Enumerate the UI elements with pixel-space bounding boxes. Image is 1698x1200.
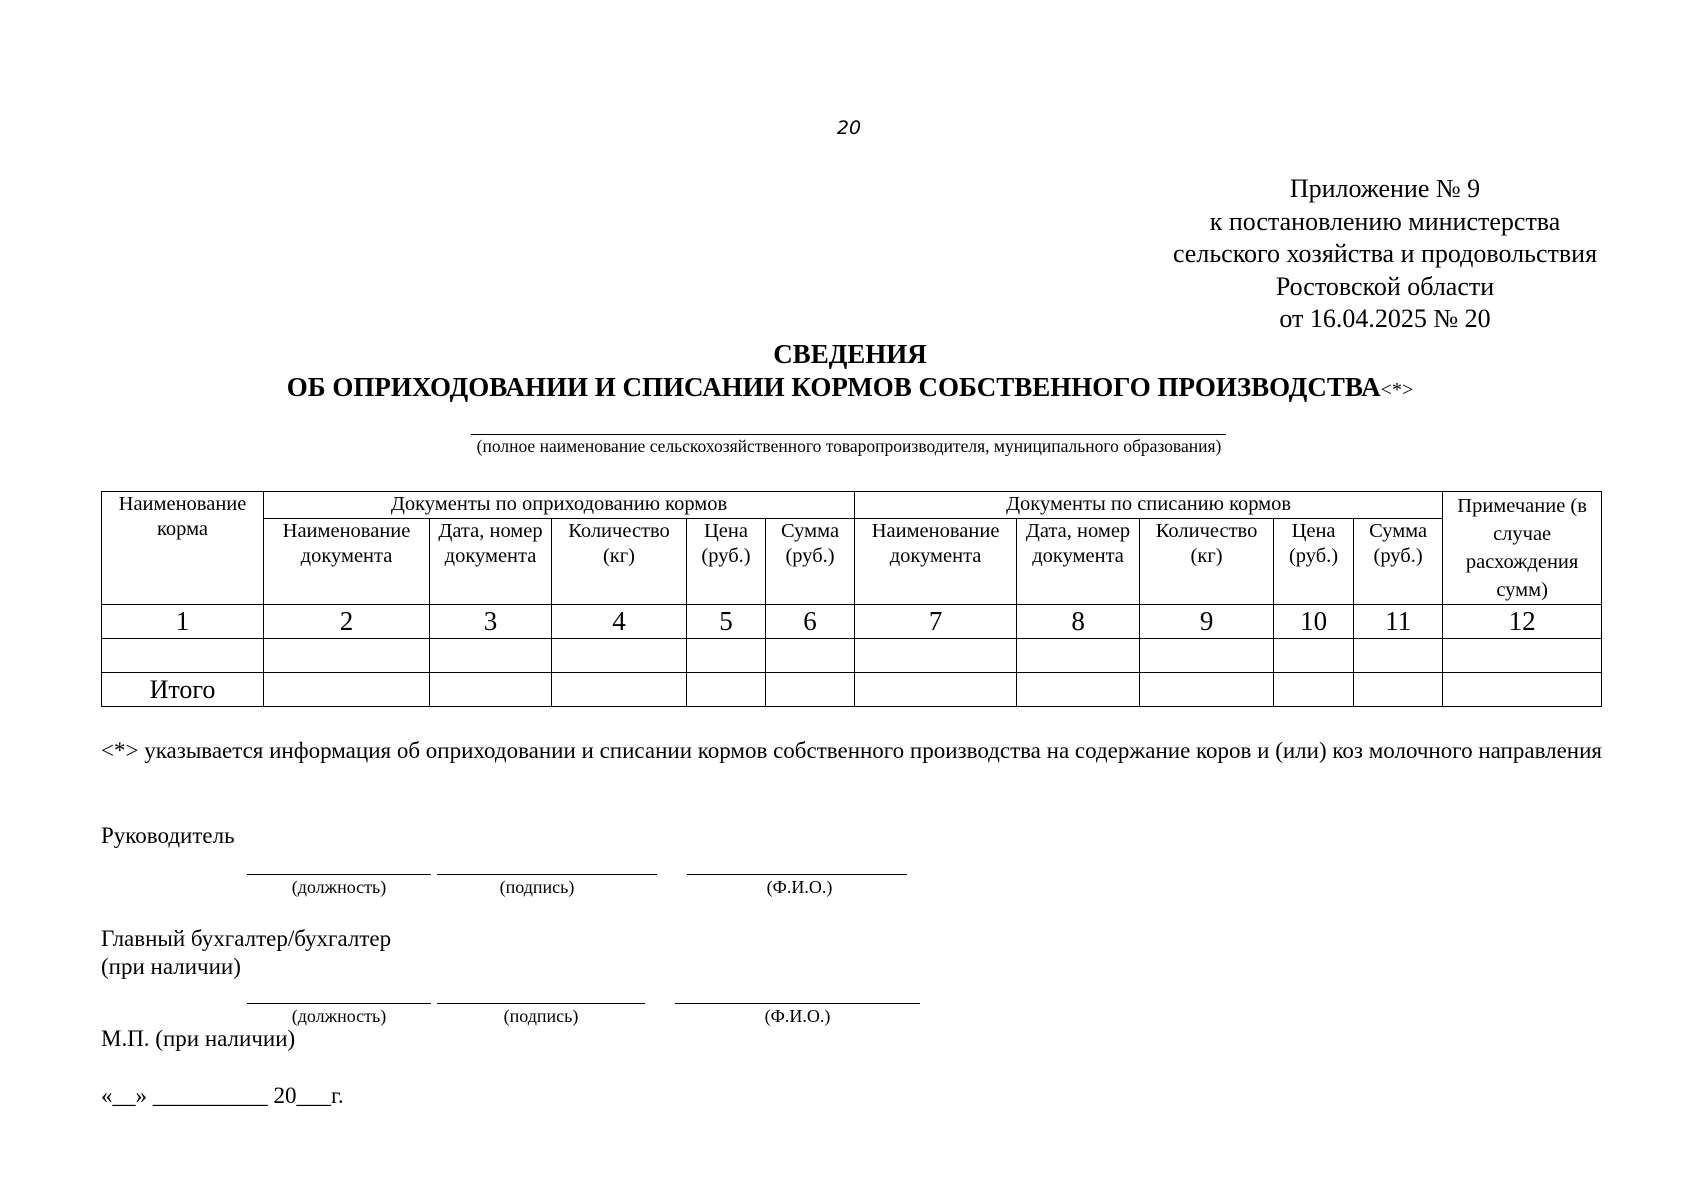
table-cell — [1274, 673, 1354, 707]
table-cell — [1443, 639, 1602, 673]
column-number-row — [102, 605, 1602, 639]
table-header-row — [102, 492, 1602, 519]
table-cell — [1443, 673, 1602, 707]
appendix-line: Приложение № 9 — [1289, 174, 1481, 203]
director-position-line — [247, 874, 431, 875]
title-footmark: <*> — [1380, 379, 1414, 401]
director-signature-caption: (подпись) — [499, 877, 575, 897]
column-number: 6 — [766, 605, 855, 639]
table-cell — [102, 639, 264, 673]
date-line: «__» __________ 20___г. — [101, 1083, 344, 1108]
table-cell — [766, 673, 855, 707]
table-cell — [430, 673, 552, 707]
column-number: 3 — [430, 605, 552, 639]
director-position-caption: (должность) — [291, 877, 387, 897]
director-name-line — [687, 874, 907, 875]
header-writeoff-sum: Сумма (руб.) — [1354, 519, 1443, 605]
producer-caption: (полное наименование сельскохозяйственного товаропроизводителя, муниципального образования) — [476, 436, 1222, 456]
header-feed-name: Наименование корма — [102, 492, 264, 605]
table-cell — [855, 639, 1017, 673]
table-cell — [1354, 673, 1443, 707]
column-number: 12 — [1443, 605, 1602, 639]
column-number: 4 — [552, 605, 687, 639]
table-cell — [264, 639, 430, 673]
accountant-label-note: (при наличии) — [101, 954, 241, 979]
column-number: 10 — [1274, 605, 1354, 639]
table-cell — [552, 639, 687, 673]
director-signature-line — [437, 874, 657, 875]
column-number: 5 — [687, 605, 766, 639]
director-label: Руководитель — [101, 823, 235, 848]
column-number: 2 — [264, 605, 430, 639]
footnote: <*> указывается информация об оприходовании и списании кормов собственного производства на содержание коров и (или) коз молочного направления — [101, 738, 1603, 763]
header-income-group: Документы по оприходованию кормов — [264, 492, 855, 519]
table-row — [102, 639, 1602, 673]
director-name-caption: (Ф.И.О.) — [766, 877, 833, 897]
table-cell — [1274, 639, 1354, 673]
accountant-position-line — [247, 1003, 431, 1004]
column-number: 7 — [855, 605, 1017, 639]
table-cell — [552, 673, 687, 707]
column-number: 9 — [1140, 605, 1274, 639]
accountant-position-caption: (должность) — [291, 1006, 387, 1026]
document-title — [130, 338, 1570, 407]
title-line-2-text: ОБ ОПРИХОДОВАНИИ И СПИСАНИИ КОРМОВ СОБСТВЕННОГО ПРОИЗВОДСТВА — [286, 372, 1381, 402]
table-cell — [766, 639, 855, 673]
table-cell — [430, 639, 552, 673]
title-line-1: СВЕДЕНИЯ — [773, 339, 927, 369]
table-subheader-row — [102, 519, 1602, 605]
table-cell — [264, 673, 430, 707]
column-number: 1 — [102, 605, 264, 639]
appendix-line: к постановлению министерства — [1209, 206, 1561, 236]
column-number: 8 — [1017, 605, 1140, 639]
accountant-name-line — [675, 1003, 920, 1004]
accountant-signature-line — [437, 1003, 645, 1004]
table-cell — [687, 639, 766, 673]
header-income-sum: Сумма (руб.) — [766, 519, 855, 605]
accountant-name-caption: (Ф.И.О.) — [764, 1006, 831, 1026]
appendix-line: Ростовской области — [1275, 271, 1495, 301]
table-cell — [1354, 639, 1443, 673]
header-income-price: Цена (руб.) — [687, 519, 766, 605]
header-writeoff-price: Цена (руб.) — [1274, 519, 1354, 605]
table-cell — [1140, 639, 1274, 673]
header-writeoff-group: Документы по списанию кормов — [855, 492, 1443, 519]
table-cell — [687, 673, 766, 707]
page-number: 20 — [836, 117, 862, 139]
total-row — [102, 673, 1602, 707]
accountant-signature-caption: (подпись) — [503, 1006, 579, 1026]
header-writeoff-doc-name: Наименование документа — [855, 519, 1017, 605]
stamp-label: М.П. (при наличии) — [101, 1026, 296, 1051]
title-line-2 — [130, 371, 1570, 407]
header-income-qty: Количество (кг) — [552, 519, 687, 605]
table-cell — [855, 673, 1017, 707]
feed-table — [101, 491, 1602, 707]
header-writeoff-qty: Количество (кг) — [1140, 519, 1274, 605]
appendix-header — [1085, 173, 1685, 336]
total-label: Итого — [102, 673, 264, 707]
producer-name-line — [471, 434, 1226, 435]
accountant-label: Главный бухгалтер/бухгалтер — [101, 926, 392, 951]
table-cell — [1017, 673, 1140, 707]
table-cell — [1140, 673, 1274, 707]
header-writeoff-date: Дата, номер документа — [1017, 519, 1140, 605]
appendix-line: от 16.04.2025 № 20 — [1279, 304, 1491, 333]
header-note: Примечание (в случае расхождения сумм) — [1443, 492, 1602, 605]
appendix-line: сельского хозяйства и продовольствия — [1172, 239, 1598, 268]
header-income-doc-name: Наименование документа — [264, 519, 430, 605]
header-income-date: Дата, номер документа — [430, 519, 552, 605]
table-cell — [1017, 639, 1140, 673]
column-number: 11 — [1354, 605, 1443, 639]
